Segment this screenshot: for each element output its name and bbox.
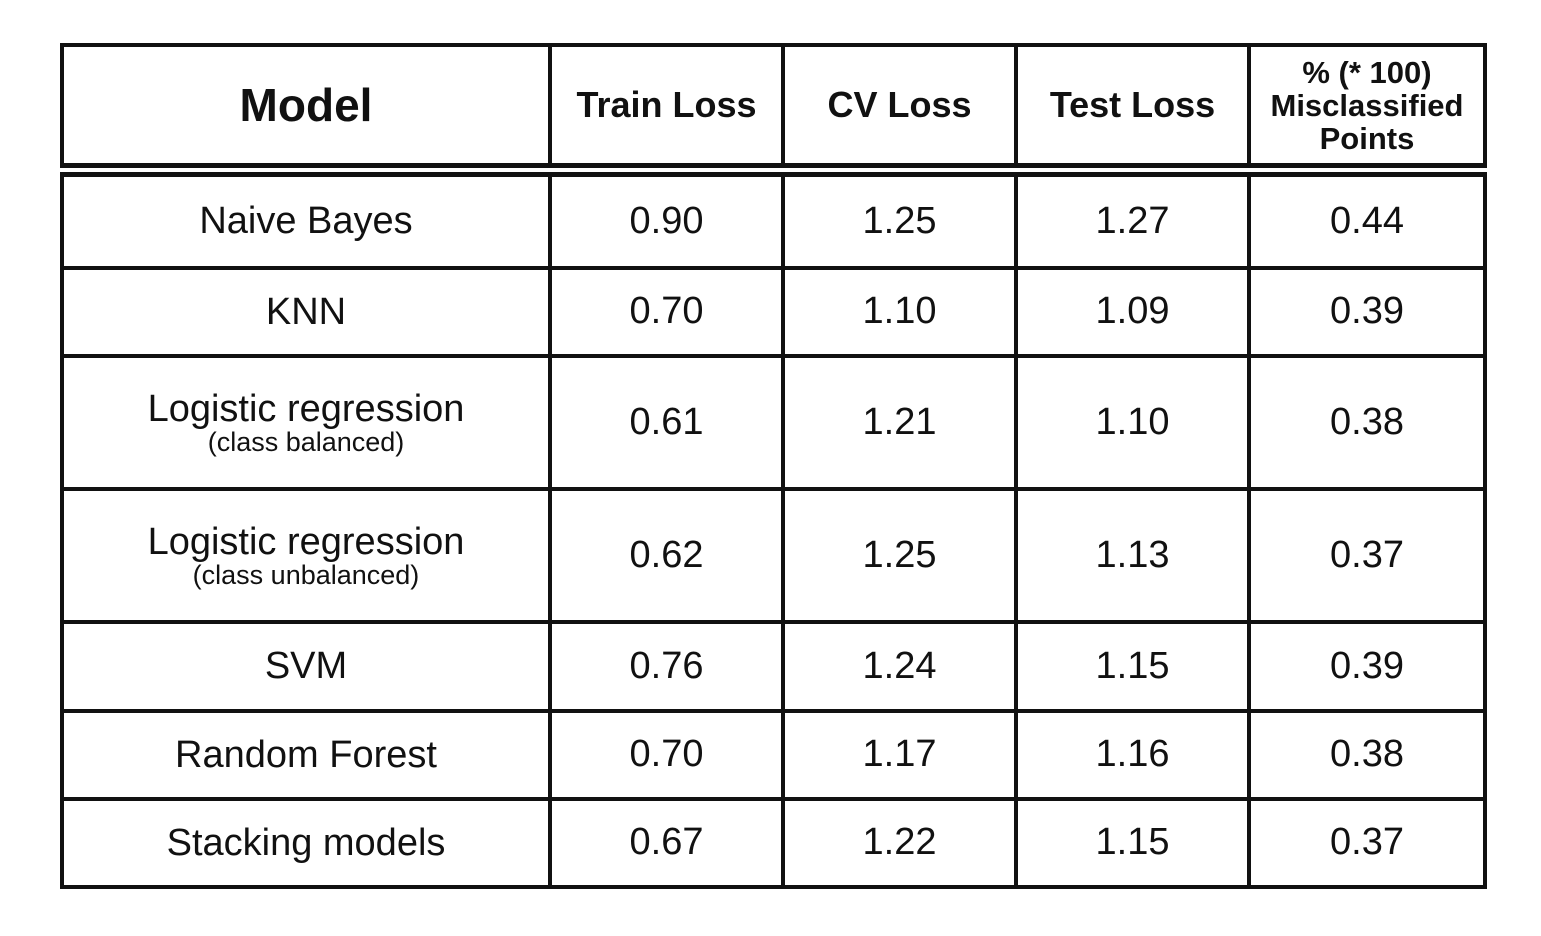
cv-loss-cell: 1.25 bbox=[783, 170, 1016, 268]
table-row bbox=[62, 170, 1485, 268]
misclassified-cell: 0.37 bbox=[1249, 489, 1485, 622]
train-loss-cell: 0.76 bbox=[550, 622, 783, 710]
model-name-cell bbox=[62, 170, 550, 268]
model-name-cell bbox=[62, 356, 550, 489]
test-loss-cell: 1.15 bbox=[1016, 622, 1249, 710]
header-misclassified-line-3: Points bbox=[1319, 120, 1415, 156]
header-test-loss: Test Loss bbox=[1016, 45, 1249, 170]
header-model: Model bbox=[62, 45, 550, 170]
cv-loss-cell: 1.10 bbox=[783, 268, 1016, 356]
model-name: Stacking models bbox=[166, 821, 446, 864]
misclassified-cell: 0.44 bbox=[1249, 170, 1485, 268]
cv-loss-cell: 1.22 bbox=[783, 799, 1016, 887]
train-loss-cell: 0.62 bbox=[550, 489, 783, 622]
table-row bbox=[62, 489, 1485, 622]
misclassified-cell: 0.39 bbox=[1249, 622, 1485, 710]
table-row bbox=[62, 268, 1485, 356]
table-row bbox=[62, 799, 1485, 887]
cv-loss-cell: 1.17 bbox=[783, 711, 1016, 799]
misclassified-cell: 0.39 bbox=[1249, 268, 1485, 356]
test-loss-cell: 1.27 bbox=[1016, 170, 1249, 268]
header-misclassified-line-1: % (* 100) bbox=[1302, 54, 1432, 90]
header-row bbox=[62, 45, 1485, 170]
model-name: Logistic regression bbox=[147, 387, 465, 430]
test-loss-cell: 1.13 bbox=[1016, 489, 1249, 622]
test-loss-cell: 1.15 bbox=[1016, 799, 1249, 887]
model-name-cell bbox=[62, 622, 550, 710]
table-row bbox=[62, 356, 1485, 489]
model-name: Logistic regression bbox=[147, 521, 465, 564]
misclassified-cell: 0.37 bbox=[1249, 799, 1485, 887]
test-loss-cell: 1.10 bbox=[1016, 356, 1249, 489]
results-table-frame bbox=[60, 43, 1483, 889]
train-loss-cell: 0.67 bbox=[550, 799, 783, 887]
model-comparison-table bbox=[60, 43, 1487, 889]
model-name: Random Forest bbox=[175, 733, 437, 776]
cv-loss-cell: 1.24 bbox=[783, 622, 1016, 710]
model-name-cell bbox=[62, 799, 550, 887]
test-loss-cell: 1.16 bbox=[1016, 711, 1249, 799]
model-name: Naive Bayes bbox=[199, 200, 413, 243]
misclassified-cell: 0.38 bbox=[1249, 356, 1485, 489]
test-loss-cell: 1.09 bbox=[1016, 268, 1249, 356]
train-loss-cell: 0.61 bbox=[550, 356, 783, 489]
cv-loss-cell: 1.21 bbox=[783, 356, 1016, 489]
header-train-loss: Train Loss bbox=[550, 45, 783, 170]
train-loss-cell: 0.70 bbox=[550, 711, 783, 799]
model-name-cell bbox=[62, 711, 550, 799]
misclassified-cell: 0.38 bbox=[1249, 711, 1485, 799]
model-name-cell bbox=[62, 268, 550, 356]
train-loss-cell: 0.90 bbox=[550, 170, 783, 268]
train-loss-cell: 0.70 bbox=[550, 268, 783, 356]
model-name: KNN bbox=[265, 290, 347, 333]
model-name: SVM bbox=[264, 645, 348, 688]
table-row bbox=[62, 711, 1485, 799]
model-name-cell bbox=[62, 489, 550, 622]
cv-loss-cell: 1.25 bbox=[783, 489, 1016, 622]
table-row bbox=[62, 622, 1485, 710]
header-cv-loss: CV Loss bbox=[783, 45, 1016, 170]
model-subtitle: (class unbalanced) bbox=[192, 560, 420, 591]
header-misclassified bbox=[1249, 45, 1485, 170]
header-misclassified-line-2: Misclassified bbox=[1270, 87, 1464, 123]
model-subtitle: (class balanced) bbox=[207, 426, 405, 457]
